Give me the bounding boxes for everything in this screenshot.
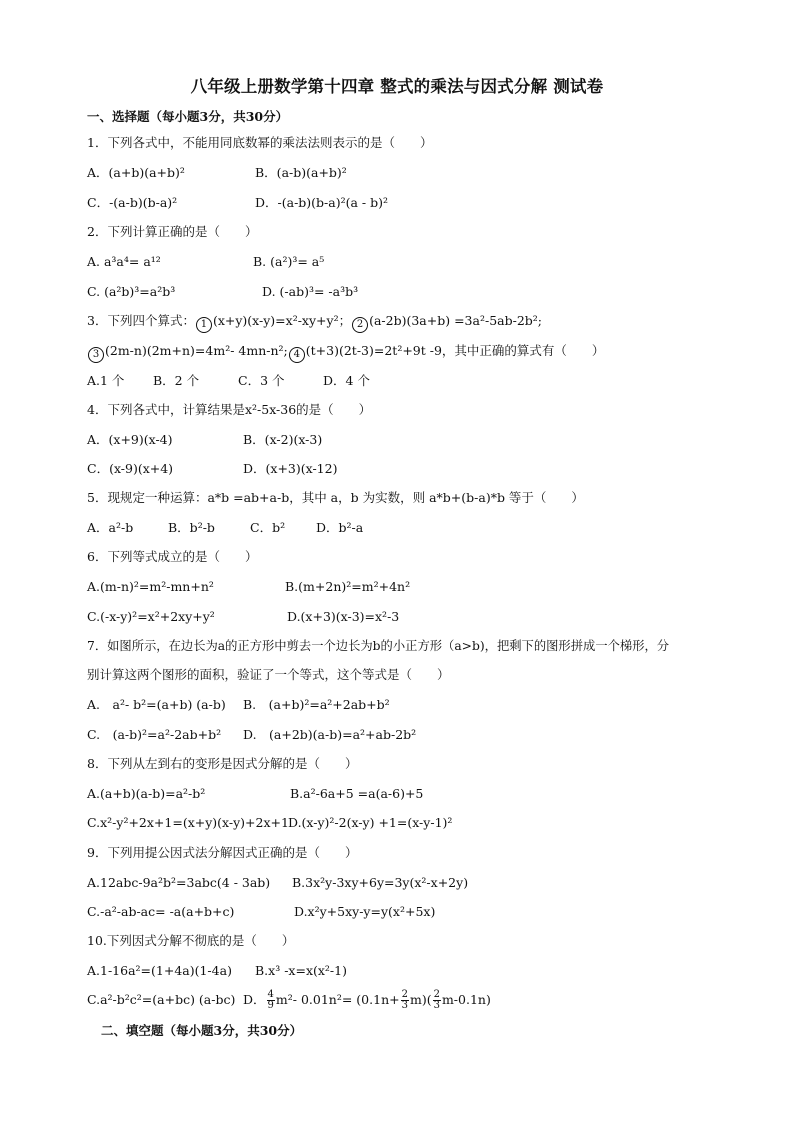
fraction-two-thirds-second (433, 990, 441, 1011)
question-7-stem-line-1: 7．如图所示，在边长为a的正方形中剪去一个边长为b的小正方形（a>b)，把剩下的图形拼成一个梯形，分 (87, 639, 670, 653)
question-10-option-d-end: m-0.1n) (441, 992, 491, 1007)
question-4-option-b: B．(x-2)(x-3) (243, 432, 323, 447)
question-10-option-d-mid2: m)( (409, 992, 432, 1007)
circled-number-4-icon: 4 (289, 347, 305, 363)
fraction-denominator: 3 (433, 1000, 440, 1011)
question-9-option-d: D.x²y+5xy-y=y(x²+5x) (294, 904, 436, 919)
question-3-option-d: D．4 个 (323, 373, 370, 388)
question-10-option-c: C.a²-b²c²=(a+bc) (a-bc) (87, 992, 236, 1007)
question-3-expr-4: (t+3)(2t-3)=2t²+9t -9，其中正确的算式有（ ） (305, 343, 605, 358)
question-3-expr-3: (2m-n)(2m+n)=4m²- 4mn-n²; (105, 343, 288, 358)
question-9-stem: 9．下列用提公因式法分解因式正确的是（ ） (87, 845, 358, 860)
fraction-two-thirds (401, 990, 409, 1011)
question-7-stem-line-2: 别计算这两个图形的面积，验证了一个等式，这个等式是（ ） (87, 667, 450, 682)
question-3-expr-2: (a-2b)(3a+b) =3a²-5ab-2b²; (369, 313, 543, 328)
question-4-option-a: A．(x+9)(x-4) (87, 432, 173, 447)
question-9-option-b: B.3x²y-3xy+6y=3y(x²-x+2y) (292, 875, 469, 890)
question-3-option-b: B．2 个 (153, 373, 200, 388)
question-2-stem: 2．下列计算正确的是（ ） (87, 224, 258, 239)
question-6-option-d: D.(x+3)(x-3)=x²-3 (287, 609, 400, 624)
question-9-option-c: C.-a²-ab-ac= -a(a+b+c) (87, 904, 235, 919)
question-3-option-a: A.1 个 (87, 373, 125, 388)
question-6-option-b: B.(m+2n)²=m²+4n² (285, 579, 411, 594)
question-8-option-c: C.x²-y²+2x+1=(x+y)(x-y)+2x+1 (87, 815, 289, 830)
question-10-option-a: A.1-16a²=(1+4a)(1-4a) (87, 963, 232, 978)
circled-number-3-icon: 3 (88, 347, 104, 363)
question-4-option-c: C．(x-9)(x+4) (87, 461, 174, 476)
fraction-denominator: 9 (267, 1000, 274, 1011)
question-1-option-a: A．(a+b)(a+b)² (87, 165, 185, 180)
fraction-numerator: 2 (401, 989, 408, 1000)
question-2-option-b: B. (a²)³= a⁵ (253, 254, 325, 269)
section-heading-choice: 一、选择题（每小题3分，共30分） (87, 109, 289, 124)
fraction-numerator: 4 (267, 989, 274, 1000)
question-6-option-c: C.(-x-y)²=x²+2xy+y² (87, 609, 215, 624)
question-8-option-d: D.(x-y)²-2(x-y) +1=(x-y-1)² (288, 815, 453, 830)
question-8-stem: 8．下列从左到右的变形是因式分解的是（ ） (87, 756, 358, 771)
fraction-numerator: 2 (433, 989, 440, 1000)
question-5-option-b: B．b²-b (168, 520, 215, 535)
question-10-stem: 10.下列因式分解不彻底的是（ ） (87, 933, 295, 948)
question-8-option-a: A.(a+b)(a-b)=a²-b² (87, 786, 206, 801)
question-2-option-a: A. a³a⁴= a¹² (87, 254, 161, 269)
fraction-four-ninths (267, 990, 275, 1011)
question-10-option-d-label: D． (243, 992, 266, 1007)
question-3-stem-line-1 (87, 313, 542, 333)
question-7-option-a: A. a²- b²=(a+b) (a-b) (87, 697, 226, 712)
page-title: 八年级上册数学第十四章 整式的乘法与因式分解 测试卷 (190, 77, 604, 96)
circled-number-1-icon: 1 (196, 317, 212, 333)
question-6-stem: 6．下列等式成立的是（ ） (87, 549, 258, 564)
question-4-option-d: D．(x+3)(x-12) (243, 461, 338, 476)
question-3-stem-intro: 3．下列四个算式： (87, 313, 195, 328)
question-3-option-c: C．3 个 (238, 373, 285, 388)
section-heading-fill-in: 二、填空题（每小题3分，共30分） (101, 1023, 303, 1038)
question-1-option-b: B．(a-b)(a+b)² (255, 165, 347, 180)
question-6-option-a: A.(m-n)²=m²-mn+n² (87, 579, 214, 594)
question-2-option-d: D. (-ab)³= -a³b³ (262, 284, 359, 299)
question-7-option-b: B. (a+b)²=a²+2ab+b² (243, 697, 390, 712)
question-1-option-d: D．-(a-b)(b-a)²(a - b)² (255, 195, 389, 210)
question-5-option-a: A．a²-b (87, 520, 134, 535)
question-8-option-b: B.a²-6a+5 =a(a-6)+5 (290, 786, 424, 801)
question-7-option-d: D. (a+2b)(a-b)=a²+ab-2b² (243, 727, 417, 742)
circled-number-2-icon: 2 (352, 317, 368, 333)
question-7-option-c: C. (a-b)²=a²-2ab+b² (87, 727, 222, 742)
question-2-option-c: C. (a²b)³=a²b³ (87, 284, 176, 299)
question-1-option-c: C．-(a-b)(b-a)² (87, 195, 178, 210)
fraction-denominator: 3 (401, 1000, 408, 1011)
question-10-option-d-mid: m²- 0.01n²= (0.1n+ (275, 992, 400, 1007)
question-5-stem: 5．现规定一种运算：a*b =ab+a-b，其中 a，b 为实数，则 a*b+(b-a)*b 等于（ ） (87, 490, 584, 505)
question-3-expr-1: (x+y)(x-y)=x²-xy+y²； (212, 313, 352, 328)
question-3-stem-line-2 (87, 343, 604, 363)
question-9-option-a: A.12abc-9a²b²=3abc(4 - 3ab) (87, 875, 271, 890)
question-4-stem: 4．下列各式中，计算结果是x²-5x-36的是（ ） (87, 402, 372, 417)
question-5-option-d: D．b²-a (316, 520, 364, 535)
question-10-option-b: B.x³ -x=x(x²-1) (255, 963, 347, 978)
question-10-option-d (243, 985, 491, 1015)
question-5-option-c: C．b² (250, 520, 286, 535)
question-1-stem: 1．下列各式中，不能用同底数幂的乘法法则表示的是（ ） (87, 135, 433, 150)
